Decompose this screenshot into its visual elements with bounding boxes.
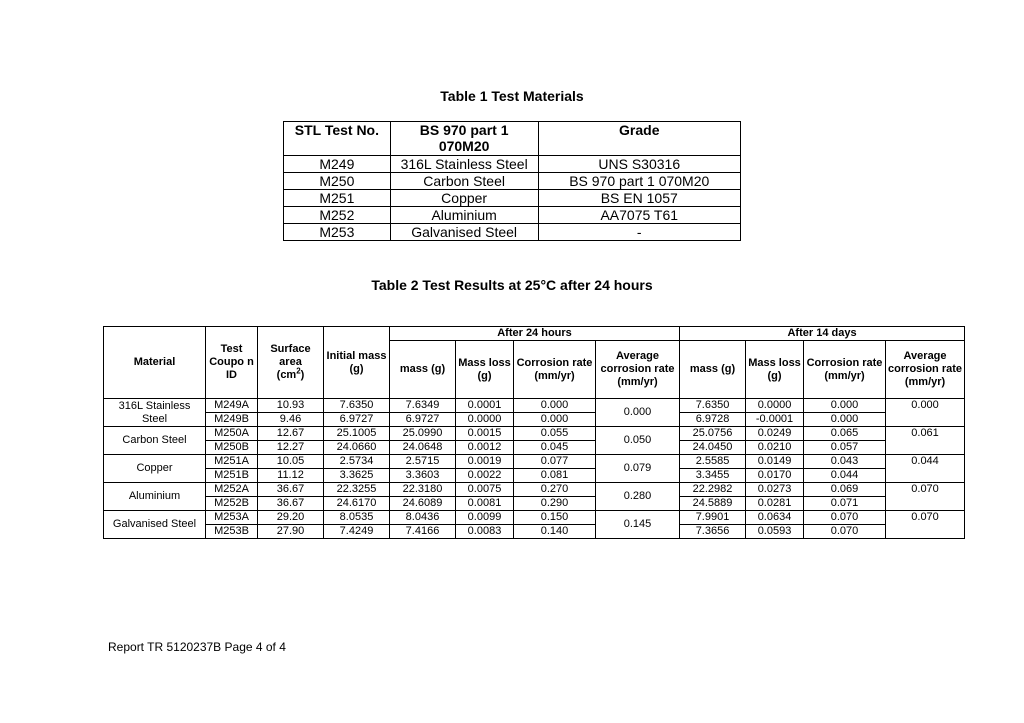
table-cell: Copper — [390, 190, 538, 207]
initial-mass-cell: 6.9727 — [324, 413, 390, 427]
value-cell-24h: 7.4166 — [390, 525, 456, 539]
value-cell-14d: 2.5585 — [680, 455, 746, 469]
avg-rate-24h-cell: 0.050 — [596, 427, 680, 455]
value-cell-14d: 7.3656 — [680, 525, 746, 539]
value-cell-24h: 22.3180 — [390, 483, 456, 497]
surface-area-cell: 10.05 — [258, 455, 324, 469]
avg-rate-14d-cell: 0.070 — [886, 483, 965, 511]
value-cell-14d: 7.6350 — [680, 399, 746, 413]
value-cell-24h: 0.0001 — [456, 399, 514, 413]
value-cell-14d: 0.070 — [804, 511, 886, 525]
value-cell-24h: 8.0436 — [390, 511, 456, 525]
table-cell: BS 970 part 1 070M20 — [538, 173, 741, 190]
table-cell: BS EN 1057 — [538, 190, 741, 207]
table-row — [104, 525, 965, 539]
value-cell-24h: 24.0648 — [390, 441, 456, 455]
value-cell-14d: -0.0001 — [746, 413, 804, 427]
coupon-id-cell: M250B — [206, 441, 258, 455]
header-avg-corrosion-rate-14d: Average corrosion rate (mm/yr) — [886, 341, 965, 399]
value-cell-24h: 25.0990 — [390, 427, 456, 441]
value-cell-24h: 24.6089 — [390, 497, 456, 511]
table-row — [104, 441, 965, 455]
value-cell-14d: 24.0450 — [680, 441, 746, 455]
surface-area-label: Surface area — [270, 343, 311, 368]
table-row — [104, 469, 965, 483]
header-after-14-days: After 14 days — [680, 327, 965, 341]
header-surface-area — [258, 327, 324, 399]
surface-area-cell: 12.27 — [258, 441, 324, 455]
value-cell-24h: 0.150 — [514, 511, 596, 525]
initial-mass-cell: 3.3625 — [324, 469, 390, 483]
value-cell-24h: 0.0083 — [456, 525, 514, 539]
table-cell: M250 — [284, 173, 391, 190]
table-row — [104, 455, 965, 469]
table-cell: - — [538, 224, 741, 241]
value-cell-14d: 0.0281 — [746, 497, 804, 511]
value-cell-14d: 6.9728 — [680, 413, 746, 427]
surface-area-cell: 29.20 — [258, 511, 324, 525]
header-bs970: BS 970 part 1 070M20 — [390, 122, 538, 156]
value-cell-14d: 0.065 — [804, 427, 886, 441]
value-cell-14d: 22.2982 — [680, 483, 746, 497]
value-cell-14d: 0.000 — [804, 399, 886, 413]
table-row — [104, 399, 965, 413]
table2-title: Table 2 Test Results at 25°C after 24 hours — [371, 277, 653, 293]
table-row — [104, 427, 965, 441]
surface-area-cell: 10.93 — [258, 399, 324, 413]
value-cell-24h: 0.000 — [514, 399, 596, 413]
table-row — [284, 224, 741, 241]
value-cell-14d: 0.000 — [804, 413, 886, 427]
value-cell-14d: 0.0273 — [746, 483, 804, 497]
header-corrosion-rate-24h: Corrosion rate (mm/yr) — [514, 341, 596, 399]
value-cell-14d: 24.5889 — [680, 497, 746, 511]
avg-rate-24h-cell: 0.000 — [596, 399, 680, 427]
coupon-id-cell: M252A — [206, 483, 258, 497]
test-materials-table — [283, 121, 741, 241]
value-cell-14d: 0.0170 — [746, 469, 804, 483]
material-cell: Galvanised Steel — [104, 511, 206, 539]
value-cell-24h: 0.290 — [514, 497, 596, 511]
coupon-id-cell: M249A — [206, 399, 258, 413]
surface-area-cell: 11.12 — [258, 469, 324, 483]
value-cell-24h: 7.6349 — [390, 399, 456, 413]
table-row — [104, 511, 965, 525]
value-cell-24h: 0.055 — [514, 427, 596, 441]
coupon-id-cell: M251A — [206, 455, 258, 469]
coupon-id-cell: M250A — [206, 427, 258, 441]
header-mass-loss-14d: Mass loss (g) — [746, 341, 804, 399]
table-row — [284, 207, 741, 224]
avg-rate-14d-cell: 0.000 — [886, 399, 965, 427]
value-cell-24h: 0.0000 — [456, 413, 514, 427]
value-cell-14d: 0.070 — [804, 525, 886, 539]
value-cell-24h: 0.0019 — [456, 455, 514, 469]
table-cell: AA7075 T61 — [538, 207, 741, 224]
coupon-id-cell: M249B — [206, 413, 258, 427]
value-cell-14d: 0.0593 — [746, 525, 804, 539]
header-grade: Grade — [538, 122, 741, 156]
initial-mass-cell: 22.3255 — [324, 483, 390, 497]
table-row — [284, 173, 741, 190]
material-cell: Aluminium — [104, 483, 206, 511]
value-cell-24h: 0.0081 — [456, 497, 514, 511]
avg-rate-24h-cell: 0.079 — [596, 455, 680, 483]
avg-rate-24h-cell: 0.280 — [596, 483, 680, 511]
initial-mass-cell: 7.4249 — [324, 525, 390, 539]
header-coupon-id: Test Coupo n ID — [206, 327, 258, 399]
coupon-id-cell: M252B — [206, 497, 258, 511]
header-stl-test-no: STL Test No. — [284, 122, 391, 156]
initial-mass-cell: 7.6350 — [324, 399, 390, 413]
avg-rate-24h-cell: 0.145 — [596, 511, 680, 539]
table-row — [284, 156, 741, 173]
surface-area-cell: 27.90 — [258, 525, 324, 539]
table-cell: M251 — [284, 190, 391, 207]
header-after-24-hours: After 24 hours — [390, 327, 680, 341]
header-mass-14d: mass (g) — [680, 341, 746, 399]
value-cell-14d: 0.057 — [804, 441, 886, 455]
value-cell-14d: 0.071 — [804, 497, 886, 511]
table-cell: Carbon Steel — [390, 173, 538, 190]
header-mass-loss-24h: Mass loss (g) — [456, 341, 514, 399]
group-header-row — [104, 327, 965, 341]
surface-area-cell: 12.67 — [258, 427, 324, 441]
value-cell-24h: 0.077 — [514, 455, 596, 469]
header-mass-24h: mass (g) — [390, 341, 456, 399]
value-cell-24h: 0.140 — [514, 525, 596, 539]
table-cell: M249 — [284, 156, 391, 173]
value-cell-14d: 0.043 — [804, 455, 886, 469]
value-cell-24h: 3.3603 — [390, 469, 456, 483]
table-row — [284, 190, 741, 207]
table-row — [104, 497, 965, 511]
material-cell: Copper — [104, 455, 206, 483]
avg-rate-14d-cell: 0.044 — [886, 455, 965, 483]
initial-mass-cell: 8.0535 — [324, 511, 390, 525]
value-cell-14d: 7.9901 — [680, 511, 746, 525]
value-cell-14d: 25.0756 — [680, 427, 746, 441]
surface-area-cell: 9.46 — [258, 413, 324, 427]
value-cell-14d: 0.0000 — [746, 399, 804, 413]
coupon-id-cell: M253B — [206, 525, 258, 539]
value-cell-14d: 0.0210 — [746, 441, 804, 455]
table-row — [104, 483, 965, 497]
avg-rate-14d-cell: 0.070 — [886, 511, 965, 539]
table1-title: Table 1 Test Materials — [440, 88, 584, 104]
value-cell-24h: 0.000 — [514, 413, 596, 427]
value-cell-24h: 0.0015 — [456, 427, 514, 441]
table-row — [104, 413, 965, 427]
coupon-id-cell: M251B — [206, 469, 258, 483]
table-cell: Galvanised Steel — [390, 224, 538, 241]
table-cell: M253 — [284, 224, 391, 241]
surface-area-cell: 36.67 — [258, 483, 324, 497]
value-cell-14d: 0.0634 — [746, 511, 804, 525]
surface-area-cell: 36.67 — [258, 497, 324, 511]
surface-area-unit: $(cm^2)$ — [276, 366, 305, 381]
header-initial-mass: Initial mass (g) — [324, 327, 390, 399]
table-header-row — [284, 122, 741, 156]
header-corrosion-rate-14d: Corrosion rate (mm/yr) — [804, 341, 886, 399]
header-avg-corrosion-rate-24h: Average corrosion rate (mm/yr) — [596, 341, 680, 399]
value-cell-24h: 0.0075 — [456, 483, 514, 497]
table-cell: Aluminium — [390, 207, 538, 224]
table-cell: 316L Stainless Steel — [390, 156, 538, 173]
material-cell: 316L Stainless Steel — [104, 399, 206, 427]
initial-mass-cell: 2.5734 — [324, 455, 390, 469]
value-cell-24h: 0.270 — [514, 483, 596, 497]
value-cell-14d: 3.3455 — [680, 469, 746, 483]
table-cell: UNS S30316 — [538, 156, 741, 173]
value-cell-24h: 0.0022 — [456, 469, 514, 483]
value-cell-24h: 6.9727 — [390, 413, 456, 427]
table-cell: M252 — [284, 207, 391, 224]
value-cell-24h: 0.081 — [514, 469, 596, 483]
initial-mass-cell: 25.1005 — [324, 427, 390, 441]
value-cell-14d: 0.0249 — [746, 427, 804, 441]
test-results-table — [103, 326, 965, 539]
value-cell-24h: 0.045 — [514, 441, 596, 455]
initial-mass-cell: 24.6170 — [324, 497, 390, 511]
header-material: Material — [104, 327, 206, 399]
value-cell-24h: 2.5715 — [390, 455, 456, 469]
value-cell-24h: 0.0012 — [456, 441, 514, 455]
avg-rate-14d-cell: 0.061 — [886, 427, 965, 455]
initial-mass-cell: 24.0660 — [324, 441, 390, 455]
value-cell-24h: 0.0099 — [456, 511, 514, 525]
value-cell-14d: 0.044 — [804, 469, 886, 483]
value-cell-14d: 0.0149 — [746, 455, 804, 469]
value-cell-14d: 0.069 — [804, 483, 886, 497]
page-footer: Report TR 5120237B Page 4 of 4 — [108, 640, 286, 654]
coupon-id-cell: M253A — [206, 511, 258, 525]
material-cell: Carbon Steel — [104, 427, 206, 455]
